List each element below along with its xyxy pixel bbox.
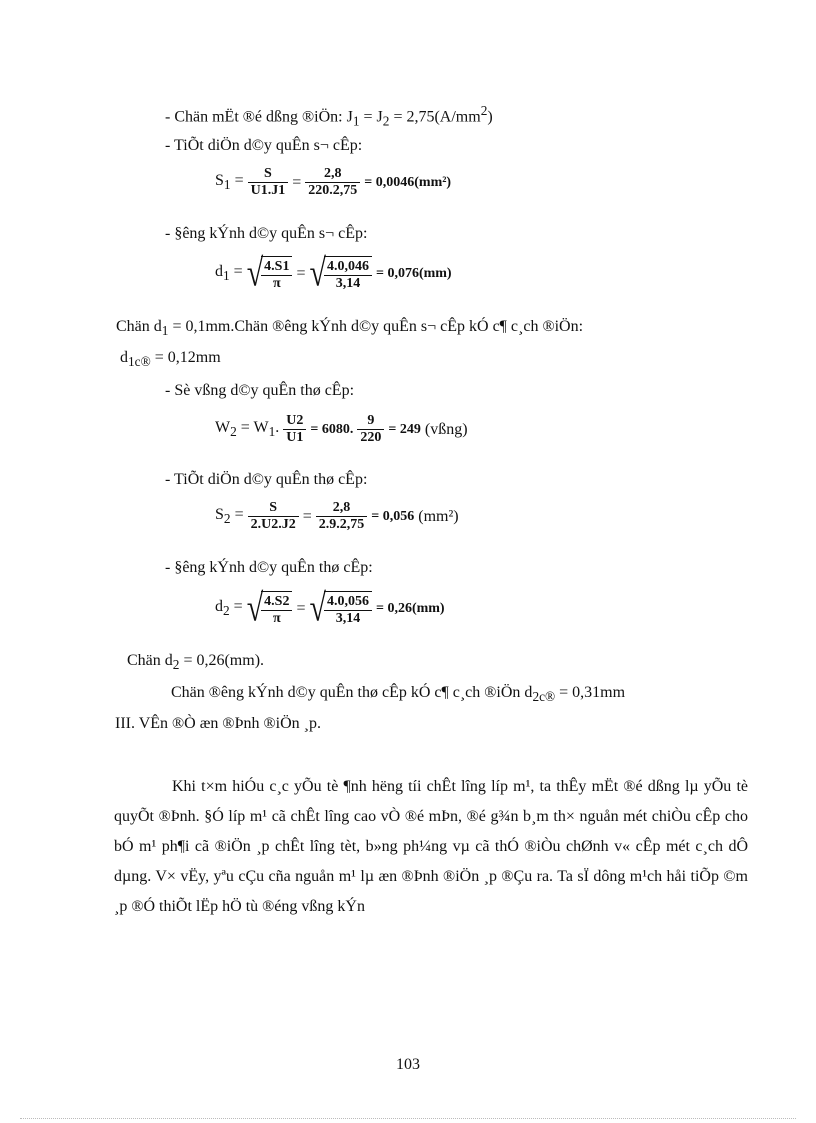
primary-cross-section-heading: - TiÕt diÖn d©y quÊn s¬ cÊp: <box>165 137 363 154</box>
choose-d2-line: Chän $d_2 = 0,26(mm)$. <box>127 652 265 673</box>
formula-w2: $W_2 = W_1$. $\frac{U2}{U1}$ = 6080. $\frac{9}{220}$ = 249 (vßng) <box>215 413 468 445</box>
page-divider <box>20 1118 796 1119</box>
section-heading: III. VÊn ®Ò æn ®Þnh ®iÖn ¸p. <box>115 715 321 732</box>
body-paragraph: Khi t×m hiÓu c¸c yÕu tè ¶nh hëng tíi chÊt lîng líp m¹, ta thÊy mËt ®é dßng lµ yÕu tè quyÕt ®Þnh. §Ó líp m¹ cã chÊt lîng cao vÒ ®é mÞn, ®é g¾n b¸m th× nguån mét chiÒu cÊp cho bÓ m¹ ph¶i cã ®iÖn ¸p chÊt lîng tèt, b»ng ph¼ng vµ cã thÓ ®iÒu chØnh v« cÊp mét c¸ch dÔ dµng. V× vËy, yªu cÇu cña nguån m¹ lµ æn ®Þnh ®iÖn ¸p ®Çu ra. Ta sÏ dông m¹ch håi tiÕp ©m ¸p ®Ó thiÕt lËp hÖ tù ®éng vßng kÝn <box>114 778 748 915</box>
secondary-turns-heading: - Sè vßng d©y quÊn thø cÊp: <box>165 382 355 399</box>
formula-s1: $S_1$ = $\frac{S}{U1.J1}$ = $\frac{2,8}{220.2,75}$ = 0,0046(mm²) <box>215 166 452 198</box>
primary-diameter-heading: - §êng kÝnh d©y quÊn s¬ cÊp: <box>165 225 368 242</box>
current-density-line: - Chän mËt ®é dßng ®iÖn: $J_1 = J_2 = 2,75(A/mm^2)$ <box>165 103 493 129</box>
d2-insulated-line: Chän ®êng kÝnh d©y quÊn thø cÊp kÓ c¶ c¸ch ®iÖn $d_{2c®} = 0,31mm$ <box>171 684 626 705</box>
choose-d1-line: Chän $d_1$ = 0,1mm.Chän ®êng kÝnh d©y quÊn s¬ cÊp kÓ c¶ c¸ch ®iÖn: <box>116 318 584 339</box>
formula-d1: $d_1$ = √ $\frac{4.S1}{\pi}$ = √ $\frac{4.0,046}{3,14}$ = 0,076(mm) <box>215 251 452 295</box>
formula-s2: $S_2$ = $\frac{S}{2.U2.J2}$ = $\frac{2,8}{2.9.2,75}$ = 0,056 (mm²) <box>215 500 459 532</box>
page-number: 103 <box>396 1056 420 1073</box>
secondary-cross-section-heading: - TiÕt diÖn d©y quÊn thø cÊp: <box>165 471 368 488</box>
formula-d2: $d_2$ = √ $\frac{4.S2}{\pi}$ = √ $\frac{4.0,056}{3,14}$ = 0,26(mm) <box>215 586 445 630</box>
d1-insulated-line: $d_{1c®} = 0,12mm$ <box>120 349 221 370</box>
secondary-diameter-heading: - §êng kÝnh d©y quÊn thø cÊp: <box>165 559 373 576</box>
